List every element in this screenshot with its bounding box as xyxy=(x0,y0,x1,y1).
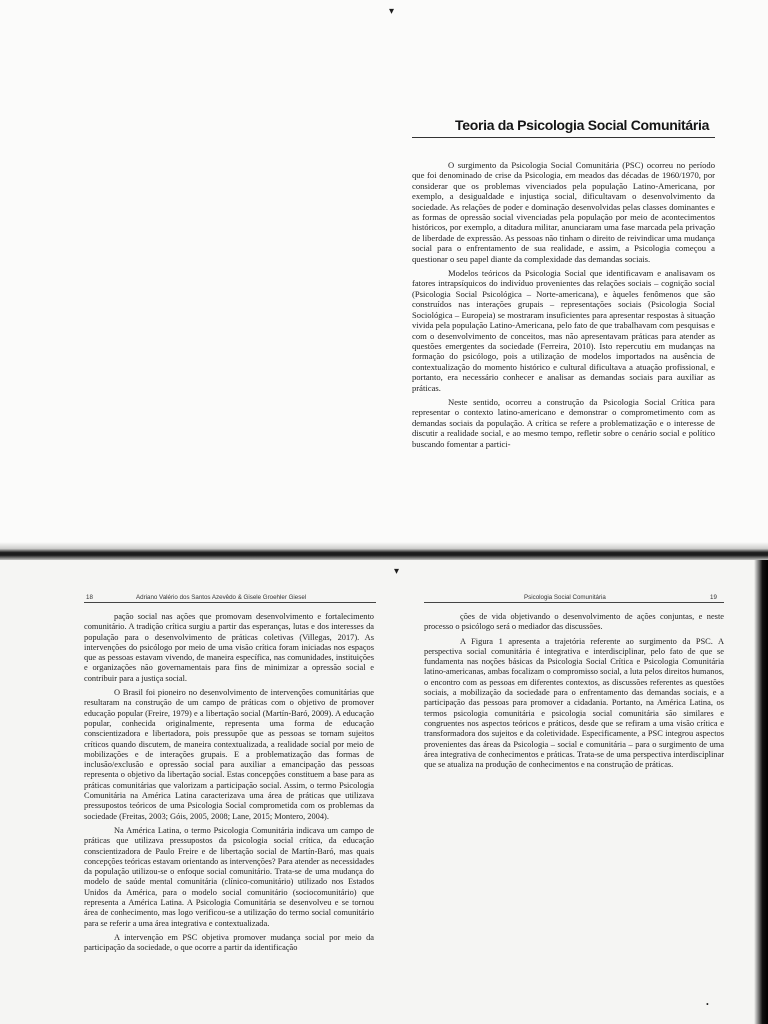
page-number-left: 18 xyxy=(86,594,93,601)
paragraph: O surgimento da Psicologia Social Comunitária (PSC) ocorreu no período que foi denominado de crise da Psicologia, em meados das décadas de 1960/1970, por considerar que os problemas vivenciados pela população Latino-Americana, por exemplo, a desigualdade e injustiça social, dificultavam o desenvolvimento da sociedade. As relações de poder e dominação desenvolvidas pelas classes dominantes e as formas de opressão social vivenciadas pela população por meio de acontecimentos históricos, por exemplo, a ditadura militar, anunciaram uma fase marcada pela privação de liberdade de expressão. As pessoas não tinham o direito de reivindicar uma mudança social para o enfrentamento de sua realidade, e assim, a Psicologia começou a questionar o seu papel diante da complexidade das demandas sociais. xyxy=(412,160,715,264)
paragraph: A intervenção em PSC objetiva promover mudança social por meio da participação da sociedade, o que ocorre a partir da identificação xyxy=(84,932,374,953)
scan-edge-shadow xyxy=(754,560,768,1024)
page-number-right: 19 xyxy=(710,594,717,601)
paragraph: Na América Latina, o termo Psicologia Comunitária indicava um campo de práticas que utilizava pressupostos da psicologia social crítica, da educação conscientizadora de Paulo Freire e de libertação social de Martín-Baró, mas quais concepções teóricas estavam orientando as intervenções? Para atender as necessidades da população utilizou-se o enfoque social comunitário. Trata-se de uma mudança do modelo de saúde mental comunitária (clínico-comunitário) utilizado nos Estados Unidos da América, para o modelo social comunitário (sociocomunitário) que representa a América Latina. A Psicologia Comunitária se desenvolveu e se tornou área de conhecimento, mas logo verificou-se a utilização do termo social comunitário para se referir a uma área integrativa e contextualizada. xyxy=(84,825,374,928)
paragraph: pação social nas ações que promovam desenvolvimento e fortalecimento comunitário. A tradição crítica surgiu a partir das esperanças, lutas e dos interesses da população para o desenvolvimento de práticas coletivas (Villegas, 2017). As intervenções do psicólogo por meio de uma visão crítica foram iniciadas nos espaços que as pessoas estavam vivendo, de maneira específica, nas comunidades, instituições e organizações não governamentais para fins de minimizar a opressão social e contribuir para a justiça social. xyxy=(84,612,374,683)
paragraph: A Figura 1 apresenta a trajetória referente ao surgimento da PSC. A perspectiva social comunitária é integrativa e interdisciplinar, pelo fato de que se fundamenta nas noções básicas da Psicologia Social Crítica e Psicologia Comunitária latino-americanas, ambas focalizam o compromisso social, a luta pelos direitos humanos, o encontro com as pessoas em diferentes contextos, as discussões referentes as questões sociais, a mobilização da sociedade para o enfrentamento das demandas sociais, e a participação das pessoas para promover a cidadania. Portanto, na América Latina, os termos psicologia comunitária e psicologia social comunitária são similares e congruentes nos aspectos teóricos e práticos, desde que se refiram a uma visão crítica e transformadora dos sujeitos e da coletividade. Especificamente, a PSC integrou aspectos provenientes das áreas da Psicologia – social e comunitária – para o surgimento de uma área integrativa de conhecimentos e práticas. Trata-se de uma perspectiva interdisciplinar que se atualiza na produção de conhecimentos e na construção de práticas. xyxy=(424,636,724,770)
title-underline xyxy=(412,137,715,138)
chapter-intro-text xyxy=(412,160,715,453)
scan-mark: ▾ xyxy=(389,6,395,17)
running-header-authors: Adriano Valério dos Santos Azevêdo & Gisele Groehler Giesel xyxy=(136,594,307,601)
scan-mark: ▾ xyxy=(394,566,400,577)
paragraph: Neste sentido, ocorreu a construção da Psicologia Social Crítica para representar o contexto latino-americano e demonstrar o comprometimento com as demandas sociais da população. A crítica se refere a problematização e o interesse de discutir a realidade social, e ao mesmo tempo, refletir sobre o cenário social e político buscando fomentar a partici- xyxy=(412,396,715,449)
paragraph: ções de vida objetivando o desenvolvimento de ações conjuntas, e neste processo o psicólogo será o mediador das discussões. xyxy=(424,612,724,632)
header-rule-right xyxy=(424,602,724,603)
end-mark: • xyxy=(706,1000,709,1009)
right-page-text xyxy=(424,612,724,774)
running-header-title: Psicologia Social Comunitária xyxy=(524,594,606,601)
paragraph: O Brasil foi pioneiro no desenvolvimento de intervenções comunitárias que resultaram na construção de um campo de práticas com o objetivo de promover educação popular (Freire, 1979) e a libertação social (Martín-Baró, 2009). A educação popular, conhecida originalmente, representa uma forma de educação conscientizadora e libertadora, pois pressupõe que as pessoas se tornam sujeitos críticos quando discutem, de maneira contextualizada, a realidade social por meio de mobilizações e de interações grupais. E a problematização das formas de inclusão/exclusão e opressão social para auxiliar a emancipação das pessoas representa o objetivo da libertação social. Estas concepções constituem a base para as práticas comunitárias que valorizam a participação social. Assim, o termo Psicologia Comunitária na América Latina caracterizava uma área de práticas que utilizava pressupostos teóricos de uma Psicologia Social comprometida com os problemas da sociedade (Freitas, 2003; Góis, 2005, 2008; Lane, 2015; Montero, 2004). xyxy=(84,688,374,821)
left-page-text xyxy=(84,612,374,958)
chapter-title: Teoria da Psicologia Social Comunitária xyxy=(455,117,710,133)
header-rule-left xyxy=(84,602,376,603)
paragraph: Modelos teóricos da Psicologia Social que identificavam e analisavam os fatores intrapsíquicos do indivíduo provenientes das relações sociais – cognição social (Psicologia Social Psicológica – Norte-americana), e àqueles fenômenos que são construídos nas interações grupais – representações sociais (Psicologia Social Sociológica – Europeia) se mostraram insuficientes para apresentar respostas à situação vivida pela população Latino-Americana, pelo fato de que trabalhavam com pesquisas e com o desenvolvimento de conceitos, mas não apresentavam práticas para atender as questões emergentes da sociedade (Ferreira, 2010). Isto repercutiu em mudanças na formação do psicólogo, pois a utilização de modelos importados na ausência de contextualização do momento histórico e cultural dificultava a atuação profissional, e portanto, era necessário conhecer e analisar as demandas sociais para auxiliar as práticas. xyxy=(412,268,715,393)
